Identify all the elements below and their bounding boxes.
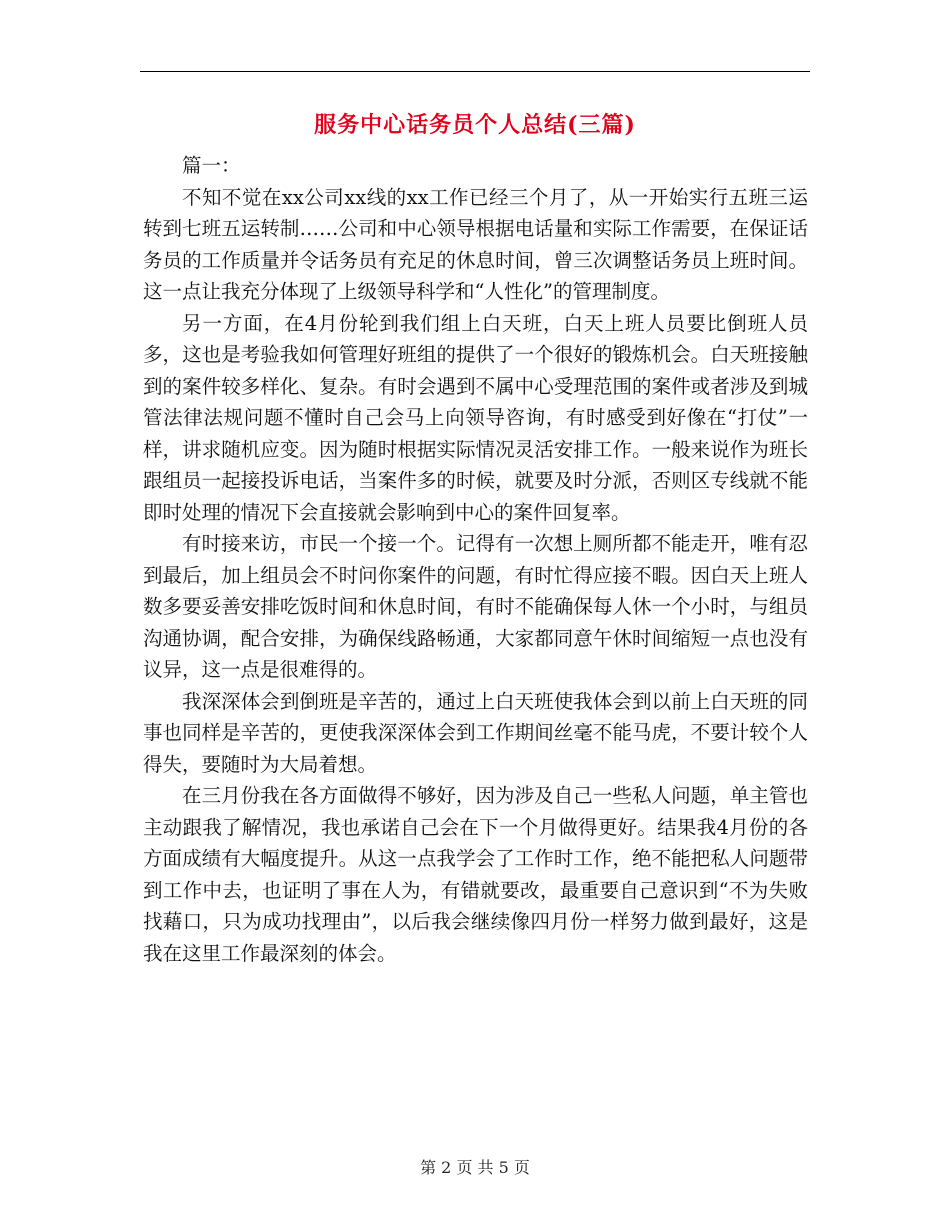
document-body xyxy=(143,150,808,969)
section-label: 篇一： xyxy=(182,154,241,177)
paragraph-2: 另一方面，在4月份轮到我们组上白天班，白天上班人员要比倒班人员多，这也是考验我如何管理好班组的提供了一个很好的锻炼机会。白天班接触到的案件较多样化、复杂。有时会遇到不属中心受理范围的案件或者涉及到城管法律法规问题不懂时自己会马上向领导咨询，有时感受到好像在“打仗”一样，讲求随机应变。因为随时根据实际情况灵活安排工作。一般来说作为班长跟组员一起接投诉电话，当案件多的时候，就要及时分派，否则区专线就不能即时处理的情况下会直接就会影响到中心的案件回复率。 xyxy=(143,311,808,524)
paragraph-4: 我深深体会到倒班是辛苦的，通过上白天班使我体会到以前上白天班的同事也同样是辛苦的，更使我深深体会到工作期间丝毫不能马虎，不要计较个人得失，要随时为大局着想。 xyxy=(143,689,808,776)
paragraph-1: 不知不觉在xx公司xx线的xx工作已经三个月了，从一开始实行五班三运转到七班五运转制……公司和中心领导根据电话量和实际工作需要，在保证话务员的工作质量并令话务员有充足的休息时间，曾三次调整话务员上班时间。这一点让我充分体现了上级领导科学和“人性化”的管理制度。 xyxy=(143,185,808,303)
document-title: 服务中心话务员个人总结(三篇) xyxy=(314,112,636,138)
header-rule xyxy=(140,71,810,72)
paragraph-5: 在三月份我在各方面做得不够好，因为涉及自己一些私人问题，单主管也主动跟我了解情况，我也承诺自己会在下一个月做得更好。结果我4月份的各方面成绩有大幅度提升。从这一点我学会了工作时工作，绝不能把私人问题带到工作中去，也证明了事在人为，有错就要改，最重要自己意识到“不为失败找藉口，只为成功找理由”，以后我会继续像四月份一样努力做到最好，这是我在这里工作最深刻的体会。 xyxy=(143,784,808,965)
page-number: 第 2 页 共 5 页 xyxy=(420,1158,530,1177)
paragraph-3: 有时接来访，市民一个接一个。记得有一次想上厕所都不能走开，唯有忍到最后，加上组员会不时问你案件的问题，有时忙得应接不暇。因白天上班人数多要妥善安排吃饭时间和休息时间，有时不能确保每人休一个小时，与组员沟通协调，配合安排，为确保线路畅通，大家都同意午休时间缩短一点也没有议异，这一点是很难得的。 xyxy=(143,532,808,681)
